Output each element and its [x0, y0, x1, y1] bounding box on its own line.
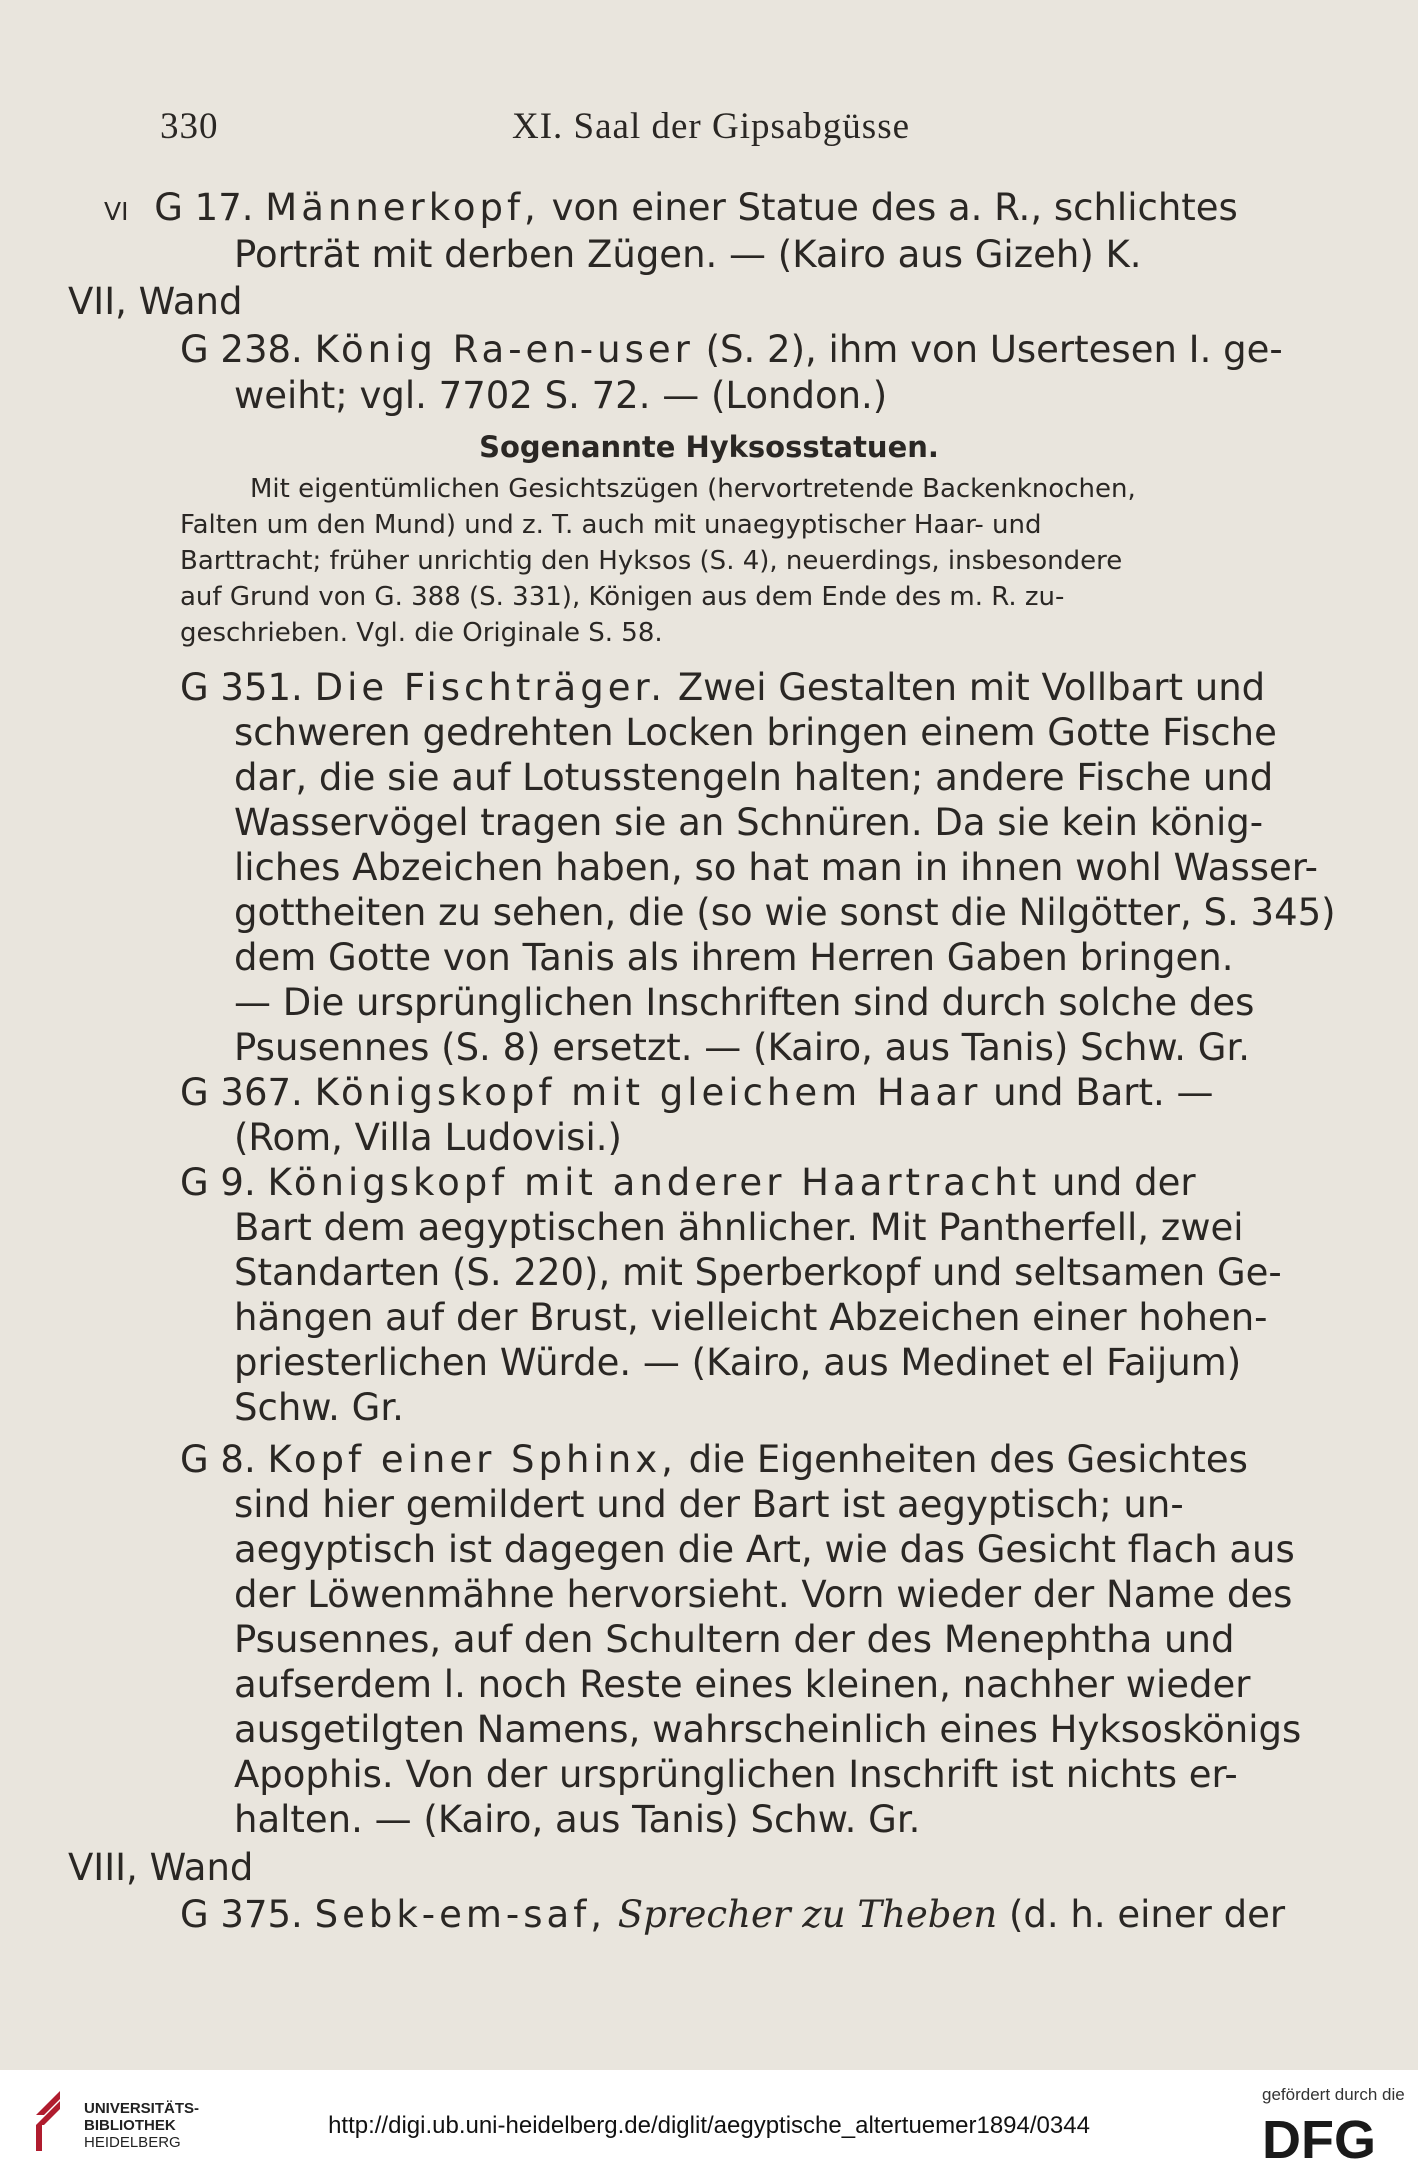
entry-g8-line: halten. — (Kairo, aus Tanis) Schw. Gr.	[234, 1798, 921, 1841]
wall-marker-vi: VI	[104, 197, 129, 226]
entry-g17-line1	[104, 185, 1238, 235]
entry-g9-line: priesterlichen Würde. — (Kairo, aus Medinet el Faijum)	[234, 1341, 1242, 1384]
entry-g351-line: Wasservögel tragen sie an Schnüren. Da sie kein könig-	[234, 801, 1264, 844]
entry-label: G 17.	[154, 186, 254, 229]
entry-g351-line1	[180, 665, 1265, 711]
entry-g9-line: Standarten (S. 220), mit Sperberkopf und seltsamen Ge-	[234, 1251, 1282, 1294]
entry-g8-line: Apophis. Von der ursprünglichen Inschrift ist nichts er-	[234, 1753, 1238, 1796]
source-url-link[interactable]: http://digi.ub.uni-heidelberg.de/diglit/aegyptische_altertuemer1894/0344	[328, 2112, 1090, 2139]
entry-g367-line1	[180, 1070, 1214, 1116]
entry-name: Männerkopf,	[265, 186, 540, 229]
library-name-line: UNIVERSITÄTS-	[84, 2100, 200, 2117]
entry-g8-line: aufserdem l. noch Reste eines kleinen, nachher wieder	[234, 1663, 1251, 1706]
intro-line: auf Grund von G. 388 (S. 331), Königen aus dem Ende des m. R. zu-	[180, 582, 1065, 612]
entry-g375-line1	[180, 1892, 1285, 1938]
entry-g351-line: dar, die sie auf Lotusstengeln halten; andere Fische und	[234, 756, 1274, 799]
entry-name: Die Fischträger.	[314, 666, 667, 709]
entry-g238-line2: weiht; vgl. 7702 S. 72. — (London.)	[234, 374, 888, 417]
entry-g9-line: Schw. Gr.	[234, 1386, 404, 1429]
entry-label: G 8.	[180, 1438, 256, 1481]
entry-g351-line: schweren gedrehten Locken bringen einem Gotte Fische	[234, 711, 1277, 754]
entry-g8-line: sind hier gemildert und der Bart ist aegyptisch; un-	[234, 1483, 1184, 1526]
entry-label: G 351.	[180, 666, 303, 709]
entry-name: Königskopf mit gleichem Haar	[314, 1071, 982, 1114]
entry-g238-line1	[180, 327, 1283, 373]
section-heading: Sogenannte Hyksosstatuen.	[479, 430, 939, 464]
page-number: 330	[160, 106, 219, 147]
dfg-logo-text: DFG	[1262, 2112, 1376, 2164]
dfg-logo-icon	[1262, 2112, 1402, 2164]
entry-g351-line: gottheiten zu sehen, die (so wie sonst die Nilgötter, S. 345)	[234, 891, 1336, 934]
entry-g351-line: liches Abzeichen haben, so hat man in ihnen wohl Wasser-	[234, 846, 1318, 889]
entry-label: G 9.	[180, 1161, 256, 1204]
entry-name: König Ra-en-user	[314, 328, 694, 371]
entry-text: und Bart. —	[993, 1071, 1214, 1114]
entry-g367-line: (Rom, Villa Ludovisi.)	[234, 1116, 622, 1159]
entry-text: (d. h. einer der	[1008, 1893, 1286, 1936]
intro-line: geschrieben. Vgl. die Originale S. 58.	[180, 618, 663, 648]
entry-g9-line1	[180, 1160, 1196, 1206]
wall-heading-viii: VIII, Wand	[68, 1846, 254, 1889]
entry-text: und der	[1052, 1161, 1196, 1204]
entry-name: Kopf einer Sphinx,	[267, 1438, 677, 1481]
entry-label: G 238.	[180, 328, 303, 371]
intro-line: Mit eigentümlichen Gesichtszügen (hervortretende Backenknochen,	[250, 474, 1136, 504]
entry-name: Sebk-em-saf,	[314, 1893, 607, 1936]
entry-g8-line: ausgetilgten Namens, wahrscheinlich eines Hyksoskönigs	[234, 1708, 1302, 1751]
entry-g8-line: aegyptisch ist dagegen die Art, wie das Gesicht flach aus	[234, 1528, 1295, 1571]
running-title: XI. Saal der Gipsabgüsse	[512, 106, 911, 147]
entry-text: Zwei Gestalten mit Vollbart und	[677, 666, 1266, 709]
entry-text: (S. 2), ihm von Usertesen I. ge-	[705, 328, 1283, 371]
entry-label: G 367.	[180, 1071, 303, 1114]
entry-g351-line: Psusennes (S. 8) ersetzt. — (Kairo, aus Tanis) Schw. Gr.	[234, 1026, 1251, 1069]
entry-g351-line: dem Gotte von Tanis als ihrem Herren Gaben bringen.	[234, 936, 1234, 979]
entry-italic-text: Sprecher zu Theben	[617, 1893, 998, 1936]
entry-text: die Eigenheiten des Gesichtes	[688, 1438, 1248, 1481]
entry-name: Königskopf mit anderer Haartracht	[267, 1161, 1041, 1204]
entry-g351-line: — Die ursprünglichen Inschriften sind durch solche des	[234, 981, 1255, 1024]
funded-by-label: gefördert durch die	[1262, 2085, 1405, 2104]
library-name-line: BIBLIOTHEK	[84, 2117, 176, 2134]
intro-line: Barttracht; früher unrichtig den Hyksos (S. 4), neuerdings, insbesondere	[180, 546, 1123, 576]
entry-g8-line: Psusennes, auf den Schultern der des Menephtha und	[234, 1618, 1235, 1661]
entry-g17-line2: Porträt mit derben Zügen. — (Kairo aus Gizeh) K.	[234, 233, 1142, 276]
library-name-line: HEIDELBERG	[84, 2134, 181, 2151]
entry-g9-line: hängen auf der Brust, vielleicht Abzeichen einer hohen-	[234, 1296, 1268, 1339]
entry-label: G 375.	[180, 1893, 303, 1936]
entry-g9-line: Bart dem aegyptischen ähnlicher. Mit Pantherfell, zwei	[234, 1206, 1244, 1249]
intro-line: Falten um den Mund) und z. T. auch mit unaegyptischer Haar- und	[180, 510, 1042, 540]
entry-g8-line: der Löwenmähne hervorsieht. Vorn wieder der Name des	[234, 1573, 1293, 1616]
entry-g8-line1	[180, 1437, 1248, 1483]
entry-text: von einer Statue des a. R., schlichtes	[551, 186, 1238, 229]
wall-heading-vii: VII, Wand	[68, 280, 243, 323]
